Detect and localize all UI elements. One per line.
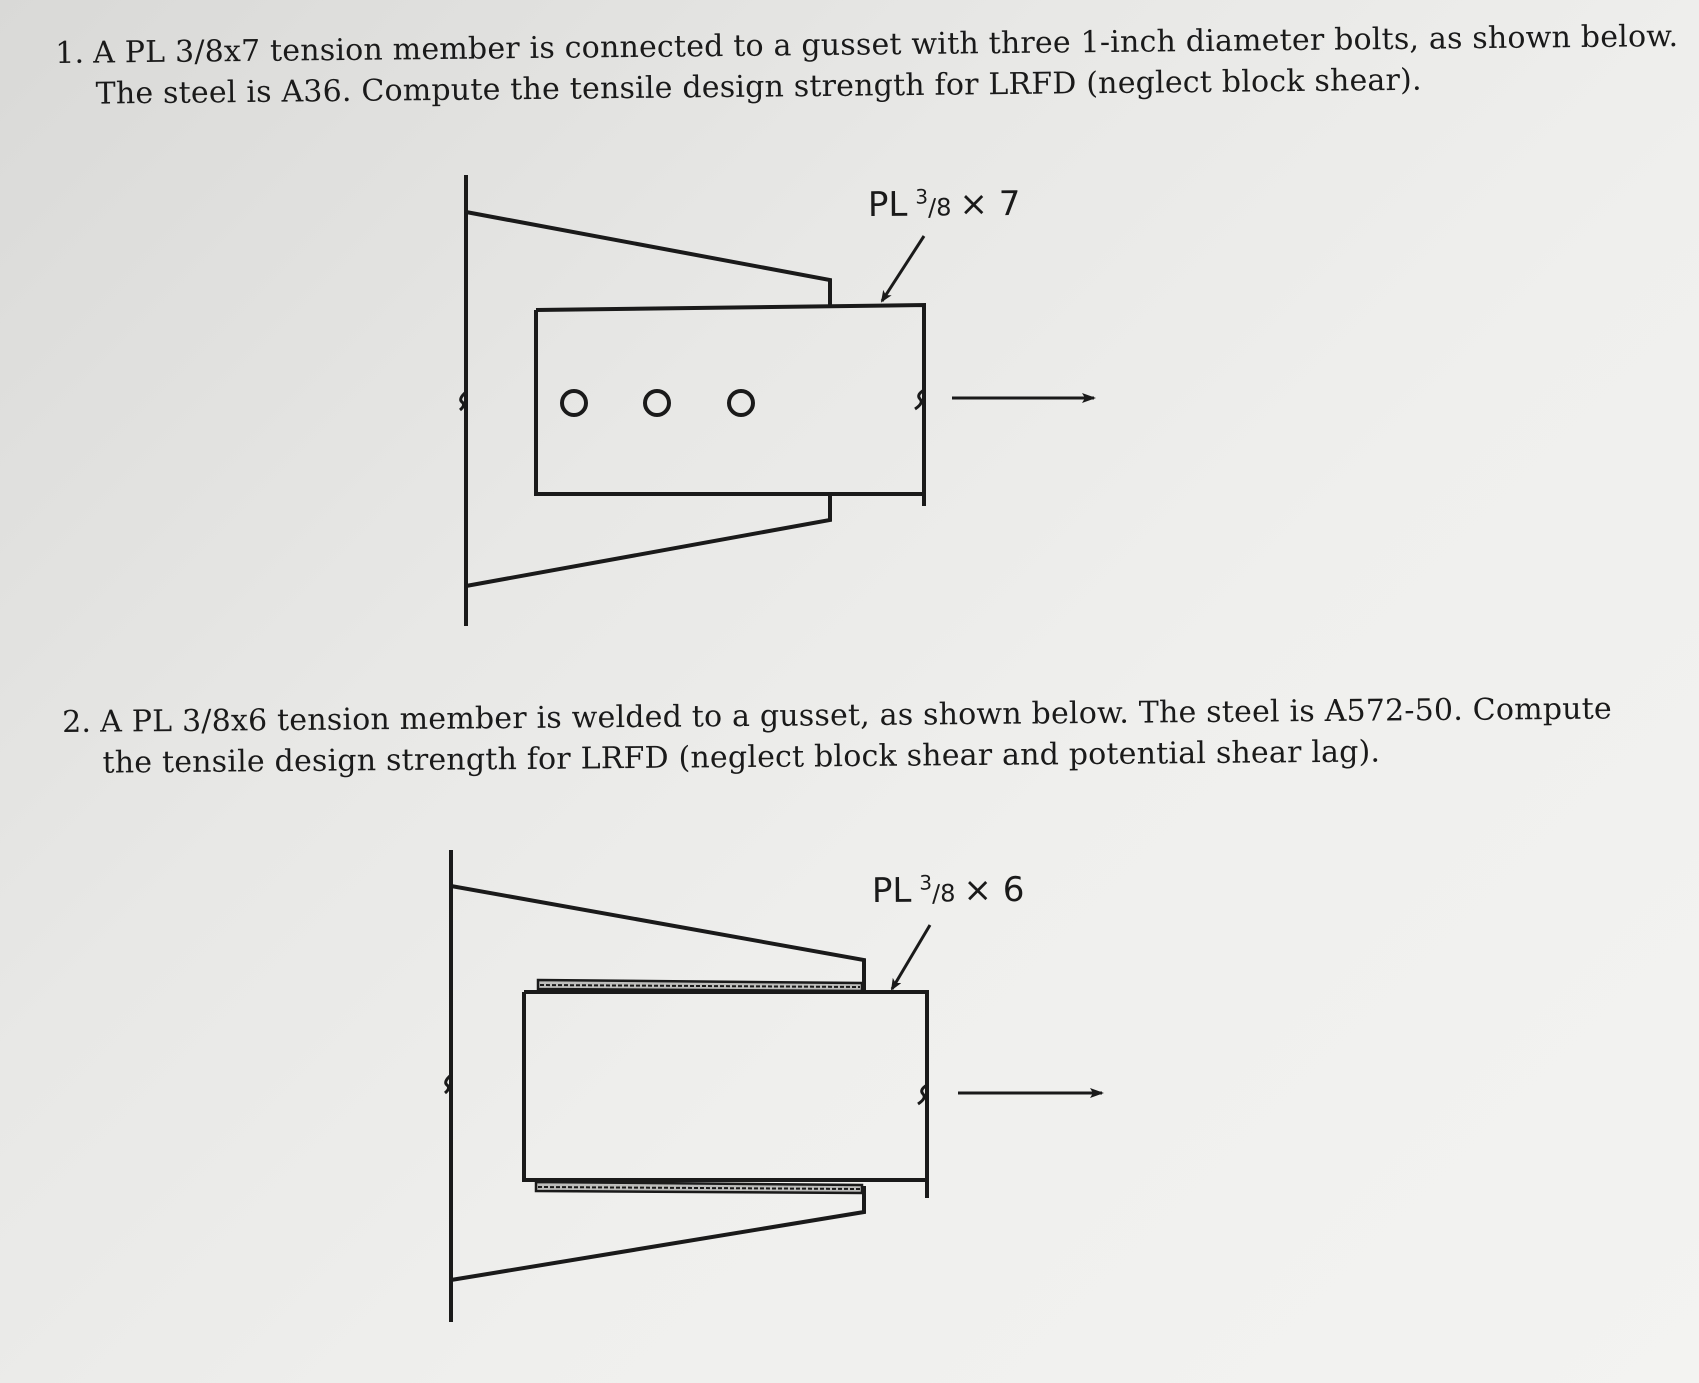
figure-2-label-suffix: × 6 xyxy=(963,869,1025,911)
bolt-hole-1 xyxy=(562,391,586,415)
figure-2-label-fraction-numerator: 3 xyxy=(919,870,933,895)
figure-2-welds xyxy=(536,980,862,1193)
problem-1-statement-line-1: A PL 3/8x7 tension member is connected to a gusset with three 1-inch diameter bolts, as shown below. xyxy=(93,19,1679,71)
figure-1-label-suffix: × 7 xyxy=(959,183,1021,225)
bolt-hole-3 xyxy=(729,391,753,415)
figure-1-plate-label xyxy=(868,184,1021,225)
bolt-hole-2 xyxy=(645,391,669,415)
weld-bottom xyxy=(536,1182,862,1193)
figure-2-label-fraction-denominator: /8 xyxy=(932,879,956,908)
figure-1-bolted-connection xyxy=(460,175,1094,626)
figure-1-label-fraction-numerator: 3 xyxy=(915,184,929,209)
figure-1-label-fraction-denominator: /8 xyxy=(928,193,952,222)
problem-2-number: 2. xyxy=(62,704,92,740)
figure-2-leader-line xyxy=(892,925,930,989)
problem-1-number: 1. xyxy=(55,35,85,71)
problem-2-statement-line-2: the tensile design strength for LRFD (neglect block shear and potential shear lag). xyxy=(102,734,1381,781)
figure-2-welded-connection xyxy=(445,850,1102,1322)
problem-1-statement-line-2: The steel is A36. Compute the tensile design strength for LRFD (neglect block shear). xyxy=(95,62,1422,112)
figure-2-gusset-plate xyxy=(445,850,864,1322)
figure-1-leader-line xyxy=(882,236,924,301)
figure-2-tension-plate xyxy=(524,992,927,1198)
figure-1-label-prefix: PL xyxy=(867,184,908,225)
figure-2-plate-label xyxy=(872,870,1025,911)
figure-2-label-prefix: PL xyxy=(871,870,912,911)
problem-2-statement-line-1: A PL 3/8x6 tension member is welded to a gusset, as shown below. The steel is A572-50. Compute xyxy=(100,691,1613,740)
figure-1-bolt-holes xyxy=(562,391,753,415)
